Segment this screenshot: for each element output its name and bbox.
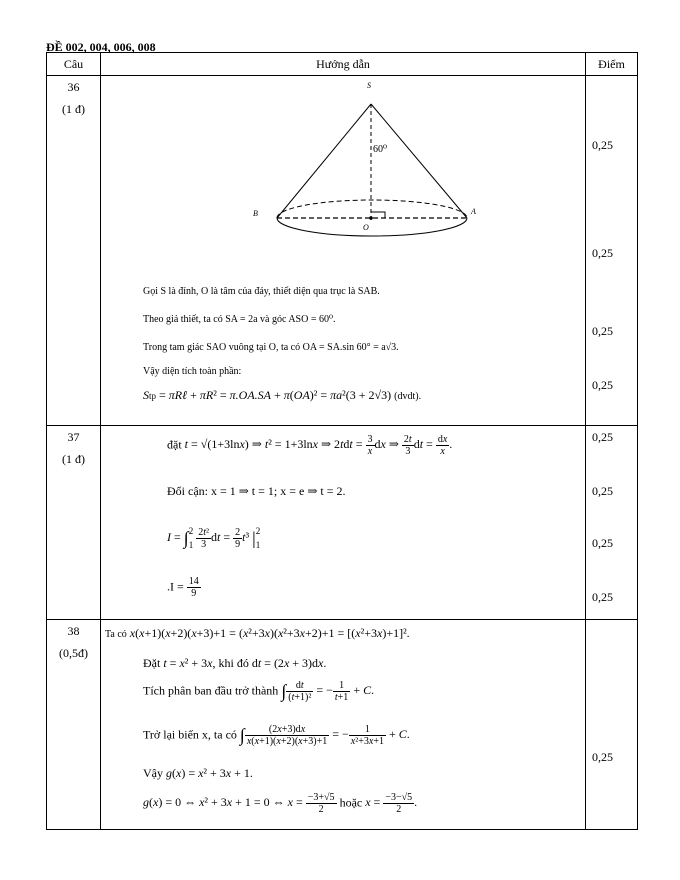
q38-label-tro-lai: Trở lại biến x, ta có bbox=[143, 727, 237, 742]
q38-label-hoac: hoặc bbox=[339, 795, 363, 810]
q36-line5 bbox=[143, 388, 421, 403]
q36-line1: Gọi S là đỉnh, O là tâm của đáy, thiết diện qua trục là SAB. bbox=[143, 286, 380, 297]
q37-score-2: 0,25 bbox=[592, 484, 613, 498]
q36-formula-area: Stp = πRℓ + πR² = π.OA.SA + π(OA)² = πa²(3 + 2√3) bbox=[143, 388, 392, 402]
q38-score: 0,25 bbox=[592, 750, 613, 764]
label-o: O bbox=[363, 223, 369, 232]
label-s: S bbox=[367, 81, 371, 90]
q37-points: (1 đ) bbox=[62, 452, 85, 466]
q37-score-4: 0,25 bbox=[592, 590, 613, 604]
q36-score-1: 0,25 bbox=[592, 138, 613, 152]
q37-line4 bbox=[167, 576, 201, 599]
q37-line1 bbox=[167, 434, 452, 457]
q38-points: (0,5đ) bbox=[59, 646, 88, 660]
q38-line3 bbox=[143, 680, 374, 703]
q38-sub-dt: dt = (2x + 3)dx. bbox=[251, 656, 327, 670]
q36-guide-cell bbox=[101, 76, 586, 426]
q36-score-3: 0,25 bbox=[592, 324, 613, 338]
header-row bbox=[47, 53, 638, 76]
q38-label-vay: Vậy bbox=[143, 766, 163, 780]
row-q37 bbox=[47, 426, 638, 620]
q37-substitution: t = √(1+3lnx) ⇒ t² = 1+3lnx ⇒ 2tdt = $\frac{3}{x}$ dx ⇒ $\frac{2t}{3}$ dt = $\frac{dx}{x}$ . bbox=[184, 434, 453, 457]
q38-back-substitution: ∫ $\frac{(2x+3)dx}{x(x+1)(x+2)(x+3)+1}$ = − $\frac{1}{\text{x²+3x+1}}$ + C. bbox=[239, 724, 410, 747]
q36-score-2: 0,25 bbox=[592, 246, 613, 260]
q36-number: 36 bbox=[67, 80, 80, 94]
q38-line2 bbox=[143, 656, 326, 671]
page-title: ĐỀ 002, 004, 006, 008 bbox=[46, 40, 156, 54]
header-score: Điểm bbox=[586, 53, 638, 76]
header-guide: Hướng dẫn bbox=[101, 53, 586, 76]
q38-line4 bbox=[143, 724, 410, 747]
q37-result: $\frac{14}{9}$ bbox=[188, 576, 199, 599]
q38-line6 bbox=[143, 792, 417, 815]
q36-line2: Theo giả thiết, ta có SA = 2a và góc ASO = 60⁰. bbox=[143, 314, 336, 325]
q37-integral: I = ∫2 1 $\frac{\text{2t²}}{3}$ dt = $\frac{2}{9}$ t³ |2 1 bbox=[167, 526, 261, 550]
q36-line3: Trong tam giác SAO vuông tại O, ta có OA = SA.sin 60° = a√3. bbox=[143, 342, 399, 353]
q37-result-label: .I = bbox=[167, 579, 184, 594]
q38-line1 bbox=[105, 626, 410, 641]
q36-score-cell bbox=[586, 76, 638, 426]
q37-number-cell bbox=[47, 426, 101, 620]
q37-label-set: đặt bbox=[167, 437, 182, 452]
q38-score-cell bbox=[586, 620, 638, 830]
q37-number: 37 bbox=[67, 430, 80, 444]
q37-score-1: 0,25 bbox=[592, 430, 613, 444]
q37-guide-cell bbox=[101, 426, 586, 620]
q38-roots: g(x) = 0 ⇔ x² + 3x + 1 = 0 ⇔ x = $\frac{-3+√5}{2}$ bbox=[143, 792, 335, 815]
header-question: Câu bbox=[47, 53, 101, 76]
label-b: B bbox=[253, 209, 258, 218]
answer-table bbox=[46, 52, 638, 830]
q38-factorization: x(x+1)(x+2)(x+3)+1 = (x²+3x)(x²+3x+2)+1 = [(x²+3x)+1]². bbox=[129, 626, 410, 640]
q38-new-integral: ∫ $\frac{dt}{\text{(t+1)²}}$ = − $\frac{1}{t+1}$ + C. bbox=[281, 680, 375, 703]
q37-score-3: 0,25 bbox=[592, 536, 613, 550]
q37-score-cell bbox=[586, 426, 638, 620]
label-angle: 60⁰ bbox=[373, 144, 388, 155]
q36-line4: Vậy diện tích toàn phần: bbox=[143, 366, 242, 377]
q38-number-cell bbox=[47, 620, 101, 830]
q38-label-dat: Đặt bbox=[143, 656, 161, 670]
q38-label-khi-do: , khi đó bbox=[212, 656, 249, 670]
q36-points: (1 đ) bbox=[62, 102, 85, 116]
label-a: A bbox=[471, 207, 476, 216]
q38-root-2: x = $\frac{-3-√5}{2}$ . bbox=[365, 792, 418, 815]
cone-diagram bbox=[101, 76, 587, 246]
q38-number: 38 bbox=[67, 624, 80, 638]
q36-number-cell bbox=[47, 76, 101, 426]
q37-line2: Đổi cận: x = 1 ⇒ t = 1; x = e ⇒ t = 2. bbox=[167, 484, 346, 498]
q38-sub-t: t = x² + 3x bbox=[163, 656, 213, 670]
row-q38 bbox=[47, 620, 638, 830]
q36-score-4: 0,25 bbox=[592, 378, 613, 392]
q38-label-tich-phan: Tích phân ban đầu trở thành bbox=[143, 683, 279, 698]
q38-label-ta-co: Ta có bbox=[105, 629, 127, 640]
q38-g: g(x) = x² + 3x + 1. bbox=[166, 766, 253, 780]
q38-line5 bbox=[143, 766, 253, 781]
q37-line3 bbox=[167, 524, 260, 552]
q36-unit: (dvdt). bbox=[394, 391, 422, 402]
row-q36 bbox=[47, 76, 638, 426]
q38-guide-cell bbox=[101, 620, 586, 830]
